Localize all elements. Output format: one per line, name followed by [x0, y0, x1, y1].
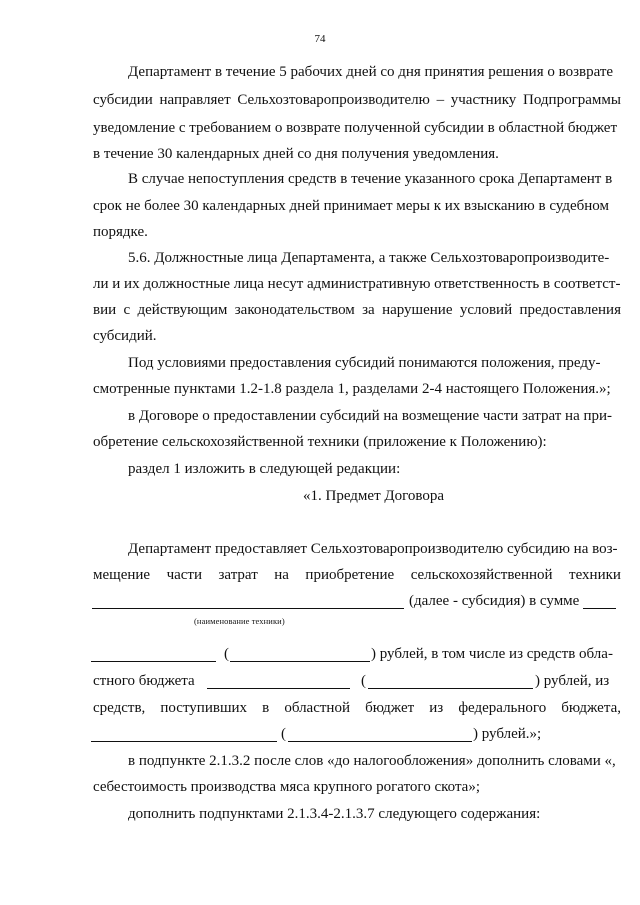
word: приобретение [305, 567, 395, 583]
word: Сельхозтоваропроизводителю [237, 92, 430, 108]
word: за [362, 302, 375, 318]
word: участнику [450, 92, 517, 108]
page-number: 74 [314, 33, 326, 45]
total-amount-words-blank [230, 661, 370, 662]
p2-line-2: срок не более 30 календарных дней принимает меры к их взысканию в судебном [93, 198, 610, 214]
word: части [166, 567, 203, 583]
contract-line-5-open: ( [361, 673, 366, 689]
p3-line-1: 5.6. Должностные лица Департамента, а также Сельхозтоваропроизводите- [128, 250, 610, 266]
equipment-name-blank [92, 608, 404, 609]
word: нарушение [382, 302, 453, 318]
p7-line-2: себестоимость производства мяса крупного рогатого скота»; [93, 779, 481, 795]
p1-line-2 [93, 91, 621, 110]
word: затрат [218, 567, 258, 583]
word: техники [569, 567, 621, 583]
contract-line-1: Департамент предоставляет Сельхозтоваропроизводителю субсидию на воз- [128, 541, 618, 557]
p5-line-1: в Договоре о предоставлении субсидий на возмещение части затрат на при- [128, 408, 613, 424]
p4-line-1: Под условиями предоставления субсидий понимаются положения, преду- [128, 355, 601, 371]
federal-amount-words-blank [288, 741, 472, 742]
word: Подпрограммы [523, 92, 621, 108]
word: бюджет [365, 700, 415, 716]
p8-line: дополнить подпунктами 2.1.3.4-2.1.3.7 следующего содержания: [128, 806, 541, 822]
word: – [436, 92, 445, 108]
contract-line-5-start: стного бюджета [93, 673, 195, 689]
word: с [123, 302, 131, 318]
word: средств, [93, 700, 146, 716]
word: действующим [137, 302, 228, 318]
contract-line-5-end: ) рублей, из [535, 673, 610, 689]
p3-line-2: ли и их должностные лица несут административную ответственность в соответст- [93, 276, 621, 292]
word: бюджета, [561, 700, 621, 716]
contract-line-3-text: (далее - субсидия) в сумме [409, 593, 580, 609]
regional-amount-blank [207, 688, 350, 689]
amount-blank [583, 608, 616, 609]
contract-line-4-text: ) рублей, в том числе из средств обла- [371, 646, 613, 662]
contract-line-6 [93, 699, 621, 718]
regional-amount-words-blank [368, 688, 533, 689]
section-heading: «1. Предмет Договора [303, 488, 445, 504]
contract-line-7-open: ( [281, 726, 286, 742]
p6-line: раздел 1 изложить в следующей редакции: [128, 461, 401, 477]
p3-line-3 [93, 301, 621, 320]
equipment-caption: (наименование техники) [194, 616, 285, 626]
word: предоставления [519, 302, 621, 318]
word: мещение [93, 567, 151, 583]
p7-line-1: в подпункте 2.1.3.2 после слов «до налогообложения» дополнить словами «, [128, 753, 616, 769]
word: федерального [458, 700, 547, 716]
word: из [429, 700, 444, 716]
contract-line-7-end: ) рублей.»; [473, 726, 542, 742]
p3-line-4: субсидий. [93, 328, 157, 344]
federal-amount-blank [91, 741, 277, 742]
word: субсидии [93, 92, 153, 108]
p2-line-1: В случае непоступления средств в течение указанного срока Департамент в [128, 171, 613, 187]
word: областной [284, 700, 350, 716]
word: на [274, 567, 289, 583]
word: законодательством [234, 302, 355, 318]
word: условий [459, 302, 513, 318]
p4-line-2: смотренные пунктами 1.2-1.8 раздела 1, разделами 2-4 настоящего Положения.»; [93, 381, 611, 397]
contract-line-4-open: ( [224, 646, 229, 662]
p1-line-4: в течение 30 календарных дней со дня получения уведомления. [93, 146, 499, 162]
p2-line-3: порядке. [93, 224, 148, 240]
word: сельскохозяйственной [410, 567, 553, 583]
word: вии [93, 302, 117, 318]
total-amount-blank [91, 661, 216, 662]
p1-line-1: Департамент в течение 5 рабочих дней со дня принятия решения о возврате [128, 64, 614, 80]
word: направляет [159, 92, 231, 108]
contract-line-2 [93, 566, 621, 585]
word: в [262, 700, 270, 716]
word: поступивших [160, 700, 248, 716]
p5-line-2: обретение сельскохозяйственной техники (приложение к Положению): [93, 434, 547, 450]
p1-line-3: уведомление с требованием о возврате полученной субсидии в областной бюджет [93, 120, 618, 136]
